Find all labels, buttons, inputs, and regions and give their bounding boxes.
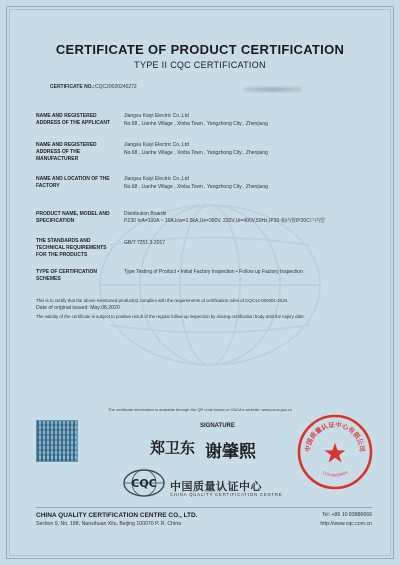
- org-tel: Tel: +86 10 83886666: [321, 512, 372, 518]
- org-website-link[interactable]: http://www.cqc.com.cn: [320, 521, 372, 527]
- footer-note: The certificate information is available through the QR code below or CNCA's website: www.cnca.gov.cn: [107, 407, 293, 412]
- org-name-cn: 中国质量认证中心: [170, 480, 262, 493]
- field-label: THE STANDARDS AND TECHNICAL REQUIREMENTS FOR THE PRODUCTS: [36, 238, 107, 258]
- field-value-line: Jiangsu Kaiyi Electric Co.,Ltd: [124, 176, 189, 182]
- field-label: TYPE OF CERTIFICATION SCHEMES: [36, 269, 98, 282]
- signature-label: SIGNATURE: [200, 423, 235, 429]
- field-label: PRODUCT NAME, MODEL AND SPECIFICATION: [36, 211, 110, 224]
- org-address: Section 9, No. 188, Nansihuan Xilu, Beijing 100070 P. R. China: [36, 521, 181, 527]
- field-value-line: Jiangsu Kaiyi Electric Co.,Ltd: [124, 142, 189, 148]
- org-name: CHINA QUALITY CERTIFICATION CENTRE CO., LTD.: [36, 512, 198, 519]
- logo-text: CQC: [131, 477, 157, 490]
- seal-number: 110108028064: [321, 470, 349, 478]
- red-seal-icon: [296, 413, 374, 491]
- cqc-logo-icon: [122, 468, 166, 498]
- field-value-line: PZ30 InA=100A ~ 10A,Icw=1.5kA,Ue=380V, 220V,Ui=400V,50Hz,IP30-箱内置IP20C户内型: [124, 218, 325, 224]
- qr-code[interactable]: [36, 420, 78, 462]
- field-label: NAME AND REGISTERED ADDRESS OF THE MANUFACTURER: [36, 142, 97, 162]
- chairman-signature: 郑卫东: [150, 439, 196, 457]
- certificate-subtitle: TYPE II CQC CERTIFICATION: [134, 60, 266, 70]
- statement-line: This is to certify that the above mentioned product(s) complies with the requirements of certification rules of CQC12-000001-2020.: [36, 298, 289, 303]
- svg-text:110108028064: [322, 470, 349, 478]
- field-value-line: Type Testing of Product • Initial Factory Inspection • Follow up Factory Inspection: [124, 269, 303, 275]
- field-value-line: GB/T 7251.3-2017: [124, 240, 166, 246]
- seal-text: 中国质量认证中心有限公司: [303, 420, 367, 453]
- statement-date: Date of original issued: May.06,2020: [36, 305, 120, 311]
- handwritten-signature: 谢肇熙: [205, 442, 256, 462]
- field-value-line: Jiangsu Kaiyi Electric Co.,Ltd: [124, 113, 189, 119]
- org-name-en-sub: CHINA QUALITY CERTIFICATION CENTRE: [170, 492, 283, 497]
- field-label: NAME AND LOCATION OF THE FACTORY: [36, 176, 110, 189]
- bottom-divider: [36, 507, 372, 508]
- field-value-line: No.68 , Lianhe Village , Xinba Town , Yangzhong City , Zhenjiang: [124, 121, 268, 127]
- redacted-area: [244, 87, 302, 92]
- certificate-title: CERTIFICATE OF PRODUCT CERTIFICATION: [55, 42, 345, 57]
- field-label: NAME AND REGISTERED ADDRESS OF THE APPLICANT: [36, 113, 110, 126]
- statement-line: The validity of the certificate is subject to positive result of the regular follow up inspection by issuing certification body until the expiry date.: [36, 314, 305, 319]
- cert-no-label: CERTIFICATE NO.:: [50, 84, 95, 90]
- field-value-line: No.68 , Lianhe Village , Xinba Town , Yangzhong City , Zhenjiang: [124, 184, 268, 190]
- field-value-line: Distribution Boards: [124, 211, 167, 217]
- field-value-line: No.68 , Lianhe Village , Xinba Town , Yangzhong City , Zhenjiang: [124, 150, 268, 156]
- cert-no-value: CQC20020245272: [95, 84, 137, 90]
